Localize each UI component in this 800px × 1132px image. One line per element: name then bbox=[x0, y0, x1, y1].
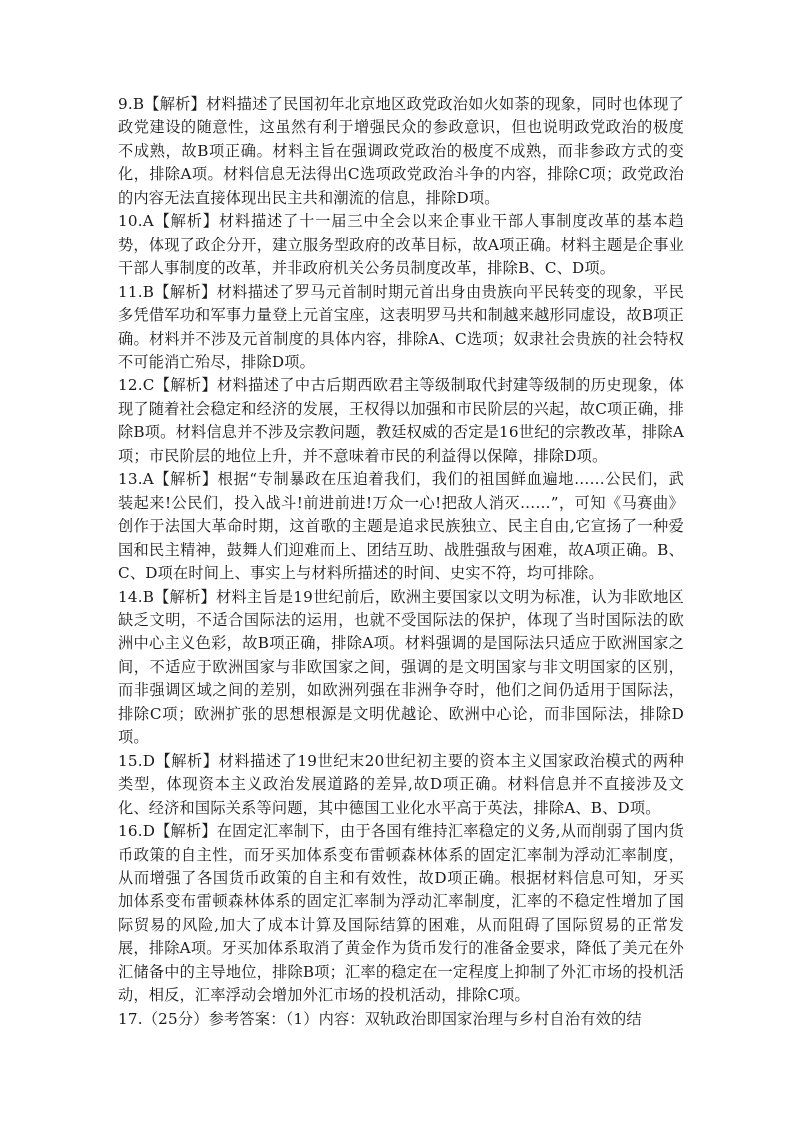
answer-explanation-16: 16.D【解析】在固定汇率制下，由于各国有维持汇率稳定的义务,从而削弱了国内货币政策的自主性，而牙买加体系变布雷顿森林体系的固定汇率制为浮动汇率制度，从而增强了各国货币政策的自主和有效性，故D项正确。根据材料信息可知，牙买加体系变布雷顿森林体系的固定汇率制为浮动汇率制度，汇率的不稳定性增加了国际贸易的风险,加大了成本计算及国际结算的困难，从而阻碍了国际贸易的正常发展，排除A项。牙买加体系取消了黄金作为货币发行的准备金要求，降低了美元在外汇储备中的主导地位，排除B项；汇率的稳定在一定程度上抑制了外汇市场的投机活动，相反，汇率浮动会增加外汇市场的投机活动，排除C项。 bbox=[118, 822, 684, 1005]
answer-explanation-12: 12.C【解析】材料描述了中古后期西欧君主等级制取代封建等级制的历史现象，体现了随着社会稳定和经济的发展，王权得以加强和市民阶层的兴起，故C项正确，排除B项。材料信息并不涉及宗教问题，教廷权威的否定是16世纪的宗教改革，排除A项；市民阶层的地位上升，并不意味着市民的利益得以保障，排除D项。 bbox=[118, 376, 684, 465]
answer-explanations bbox=[118, 93, 684, 1031]
answer-explanation-13: 13.A【解析】根据“专制暴政在压迫着我们，我们的祖国鲜血遍地……公民们，武装起来!公民们，投入战斗!前进前进!万众一心!把敌人消灭……”，可知《马赛曲》创作于法国大革命时期，这首歌的主题是追求民族独立、民主自由,它宣扬了一种爱国和民主精神，鼓舞人们迎难而上、团结互助、战胜强敌与困难，故A项正确。B、C、D项在时间上、事实上与材料所描述的时间、史实不符，均可排除。 bbox=[118, 470, 684, 583]
answer-explanation-9: 9.B【解析】材料描述了民国初年北京地区政党政治如火如荼的现象，同时也体现了政党建设的随意性，这虽然有利于增强民众的参政意识，但也说明政党政治的极度不成熟，故B项正确。材料主旨在强调政党政治的极度不成熟，而非参政方式的变化，排除A项。材料信息无法得出C选项政党政治斗争的内容，排除C项；政党政治的内容无法直接体现出民主共和潮流的信息，排除D项。 bbox=[118, 95, 684, 207]
answer-explanation-17: 17.（25分）参考答案：（1）内容：双轨政治即国家治理与乡村自治有效的结 bbox=[118, 1009, 642, 1028]
answer-explanation-11: 11.B【解析】材料描述了罗马元首制时期元首出身由贵族向平民转变的现象，平民多凭借军功和军事力量登上元首宝座，这表明罗马共和制越来越形同虚设，故B项正确。材料并不涉及元首制度的具体内容，排除A、C选项；奴隶社会贵族的社会特权不可能消亡殆尽，排除D项。 bbox=[118, 282, 684, 371]
answer-explanation-10: 10.A【解析】材料描述了十一届三中全会以来企事业干部人事制度改革的基本趋势，体现了政企分开，建立服务型政府的改革目标，故A项正确。材料主题是企事业干部人事制度的改革，并非政府机关公务员制度改革，排除B、C、D项。 bbox=[118, 212, 684, 278]
answer-explanation-14: 14.B【解析】材料主旨是19世纪前后，欧洲主要国家以文明为标准，认为非欧地区缺乏文明，不适合国际法的运用，也就不受国际法的保护，体现了当时国际法的欧洲中心主义色彩，故B项正确，排除A项。材料强调的是国际法只适应于欧洲国家之间，不适应于欧洲国家与非欧国家之间，强调的是文明国家与非文明国家的区别，而非强调区域之间的差别，如欧洲列强在非洲争夺时，他们之间仍适用于国际法，排除C项；欧洲扩张的思想根源是文明优越论、欧洲中心论，而非国际法，排除D项。 bbox=[118, 587, 684, 747]
answer-explanation-15: 15.D【解析】材料描述了19世纪末20世纪初主要的资本主义国家政治模式的两种类型，体现资本主义政治发展道路的差异,故D项正确。材料信息并不直接涉及文化、经济和国际关系等问题，其中德国工业化水平高于英法，排除A、B、D项。 bbox=[118, 751, 684, 817]
